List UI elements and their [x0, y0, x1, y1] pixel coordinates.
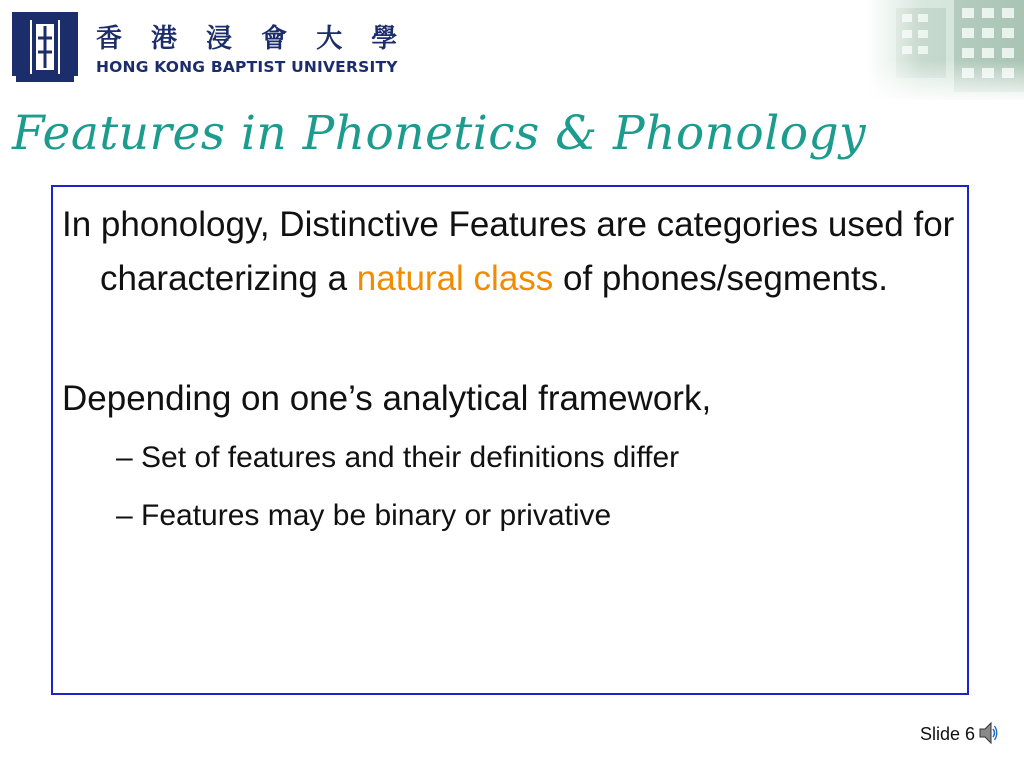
highlight-natural-class: natural class: [356, 259, 554, 298]
speaker-icon[interactable]: [978, 720, 998, 746]
bullet-text-after: of phones/segments.: [553, 259, 888, 298]
slide-title: Features in Phonetics & Phonology: [12, 106, 867, 161]
sub-bullet-features-differ: – Set of features and their definitions differ: [116, 441, 680, 474]
campus-building-photo: [866, 0, 1024, 100]
hkbu-crest-icon: [10, 8, 80, 86]
bullet-distinctive-features: [62, 198, 980, 306]
university-name-chinese: 香 港 浸 會 大 學: [96, 24, 408, 54]
sub-bullet-binary-privative: – Features may be binary or privative: [116, 499, 612, 532]
slide-number: Slide 6: [920, 724, 976, 744]
bullet-text-before: In phonology, Distinctive Features are categories used for characterizing a: [62, 205, 955, 298]
bullet-analytical-framework: Depending on one’s analytical framework,: [62, 379, 712, 418]
university-name-english: HONG KONG BAPTIST UNIVERSITY: [96, 58, 398, 76]
